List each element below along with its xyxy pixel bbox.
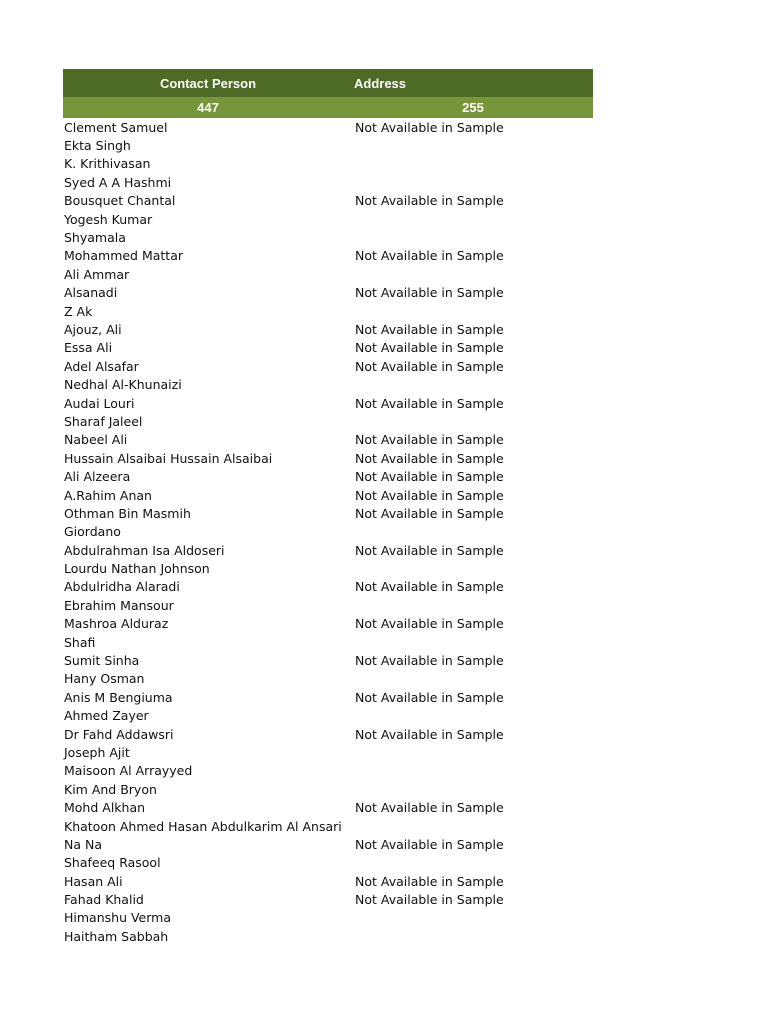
contact-person-cell[interactable]: Na Na [64,836,102,852]
table-row[interactable] [63,835,593,853]
address-cell[interactable]: Not Available in Sample [355,248,504,264]
table-row[interactable] [63,909,593,927]
table-row[interactable] [63,467,593,485]
count-row [63,97,593,118]
table-row[interactable] [63,854,593,872]
contact-person-cell[interactable]: Himanshu Verma [64,910,171,926]
contact-person-count: 447 [197,100,219,115]
table-row[interactable] [63,762,593,780]
contact-person-cell[interactable]: Joseph Ajit [64,744,130,760]
contact-person-cell[interactable]: Abdulrahman Isa Aldoseri [64,542,225,558]
address-cell[interactable]: Not Available in Sample [355,616,504,632]
address-cell[interactable]: Not Available in Sample [355,579,504,595]
address-cell[interactable]: Not Available in Sample [355,432,504,448]
contact-person-cell[interactable]: Alsanadi [64,285,118,301]
table-row[interactable] [63,817,593,835]
table-row[interactable] [63,578,593,596]
contact-person-cell[interactable]: Dr Fahd Addawsri [64,726,174,742]
column-header-contact-person[interactable]: Contact Person [159,75,257,91]
table-row[interactable] [63,339,593,357]
contact-person-cell[interactable]: Shyamala [64,230,126,246]
contact-person-cell[interactable]: Syed A A Hashmi [64,174,172,190]
contact-person-cell[interactable]: Nabeel Ali [64,432,128,448]
contact-person-cell[interactable]: Nedhal Al-Khunaizi [64,377,182,393]
contact-person-cell[interactable]: Audai Louri [64,395,135,411]
table-header [63,69,593,97]
table-row[interactable] [63,173,593,191]
table-row[interactable] [63,596,593,614]
address-cell[interactable]: Not Available in Sample [355,193,504,209]
table-row[interactable] [63,431,593,449]
contact-person-cell[interactable]: Essa Ali [64,340,113,356]
column-header-address[interactable]: Address [354,75,407,91]
table-row[interactable] [63,707,593,725]
address-count: 255 [462,100,484,115]
table-row[interactable] [63,615,593,633]
table-row[interactable] [63,559,593,577]
table-row[interactable] [63,651,593,669]
contact-person-cell[interactable]: A.Rahim Anan [64,487,152,503]
table-row[interactable] [63,228,593,246]
address-cell[interactable]: Not Available in Sample [355,450,504,466]
contact-person-cell[interactable]: Shafi [64,634,96,650]
table-row[interactable] [63,118,593,136]
address-cell[interactable]: Not Available in Sample [355,542,504,558]
contact-person-cell[interactable]: Othman Bin Masmih [64,505,191,521]
contact-person-cell[interactable]: Hany Osman [64,671,145,687]
table-row[interactable] [63,210,593,228]
contact-person-cell[interactable]: Khatoon Ahmed Hasan Abdulkarim Al Ansari [64,818,342,834]
table-row[interactable] [63,670,593,688]
contact-person-cell[interactable]: Ali Ammar [64,266,130,282]
table-row[interactable] [63,265,593,283]
table-row[interactable] [63,872,593,890]
table-row[interactable] [63,486,593,504]
contact-person-cell[interactable]: Mohammed Mattar [64,248,184,264]
table-row[interactable] [63,725,593,743]
table-row[interactable] [63,192,593,210]
contact-person-cell[interactable]: Hasan Ali [64,873,123,889]
table-row[interactable] [63,247,593,265]
table-row[interactable] [63,780,593,798]
contact-person-cell[interactable]: Hussain Alsaibai Hussain Alsaibai [64,450,273,466]
contact-person-cell[interactable]: Ebrahim Mansour [64,597,174,613]
table-row[interactable] [63,890,593,908]
table-row[interactable] [63,523,593,541]
address-cell[interactable]: Not Available in Sample [355,726,504,742]
contact-person-cell[interactable]: Ekta Singh [64,138,131,154]
address-cell[interactable]: Not Available in Sample [355,505,504,521]
contact-person-cell[interactable]: Ali Alzeera [64,469,131,485]
contact-person-cell[interactable]: Ajouz, Ali [64,321,122,337]
table-row[interactable] [63,284,593,302]
contact-person-cell[interactable]: Abdulridha Alaradi [64,579,180,595]
contact-person-cell[interactable]: Shafeeq Rasool [64,855,161,871]
contact-person-cell[interactable]: Mohd Alkhan [64,800,146,816]
contact-person-cell[interactable]: Lourdu Nathan Johnson [64,561,210,577]
contact-person-cell[interactable]: Mashroa Alduraz [64,616,169,632]
contact-person-cell[interactable]: Maisoon Al Arrayyed [64,763,193,779]
table-row[interactable] [63,541,593,559]
table-row[interactable] [63,320,593,338]
address-cell[interactable]: Not Available in Sample [355,800,504,816]
table-row[interactable] [63,633,593,651]
address-cell[interactable]: Not Available in Sample [355,340,504,356]
table-row[interactable] [63,743,593,761]
contact-table [63,69,593,946]
address-cell[interactable]: Not Available in Sample [355,119,504,135]
contact-person-cell[interactable]: Fahad Khalid [64,892,144,908]
table-row[interactable] [63,927,593,945]
address-cell[interactable]: Not Available in Sample [355,487,504,503]
contact-person-cell[interactable]: Anis M Bengiuma [64,689,173,705]
address-cell[interactable]: Not Available in Sample [355,358,504,374]
contact-person-cell[interactable]: Z Ak [64,303,93,319]
contact-person-cell[interactable]: Giordano [64,524,121,540]
address-cell[interactable]: Not Available in Sample [355,689,504,705]
table-body [63,118,593,946]
table-row[interactable] [63,155,593,173]
table-row[interactable] [63,357,593,375]
contact-person-cell[interactable]: Kim And Bryon [64,781,157,797]
contact-person-cell[interactable]: K. Krithivasan [64,156,151,172]
contact-person-cell[interactable]: Adel Alsafar [64,358,139,374]
address-cell[interactable]: Not Available in Sample [355,836,504,852]
address-cell[interactable]: Not Available in Sample [355,892,504,908]
address-cell[interactable]: Not Available in Sample [355,395,504,411]
contact-person-cell[interactable]: Sumit Sinha [64,653,140,669]
contact-person-cell[interactable]: Sharaf Jaleel [64,413,143,429]
table-row[interactable] [63,136,593,154]
table-row[interactable] [63,449,593,467]
address-cell[interactable]: Not Available in Sample [355,285,504,301]
contact-person-cell[interactable]: Haitham Sabbah [64,928,169,944]
contact-person-cell[interactable]: Clement Samuel [64,119,168,135]
table-row[interactable] [63,412,593,430]
contact-person-cell[interactable]: Yogesh Kumar [64,211,153,227]
contact-person-cell[interactable]: Ahmed Zayer [64,708,149,724]
table-row[interactable] [63,375,593,393]
address-cell[interactable]: Not Available in Sample [355,321,504,337]
table-row[interactable] [63,688,593,706]
address-cell[interactable]: Not Available in Sample [355,873,504,889]
table-row[interactable] [63,798,593,816]
address-cell[interactable]: Not Available in Sample [355,653,504,669]
contact-person-cell[interactable]: Bousquet Chantal [64,193,176,209]
table-row[interactable] [63,394,593,412]
address-cell[interactable]: Not Available in Sample [355,469,504,485]
table-row[interactable] [63,504,593,522]
table-row[interactable] [63,302,593,320]
